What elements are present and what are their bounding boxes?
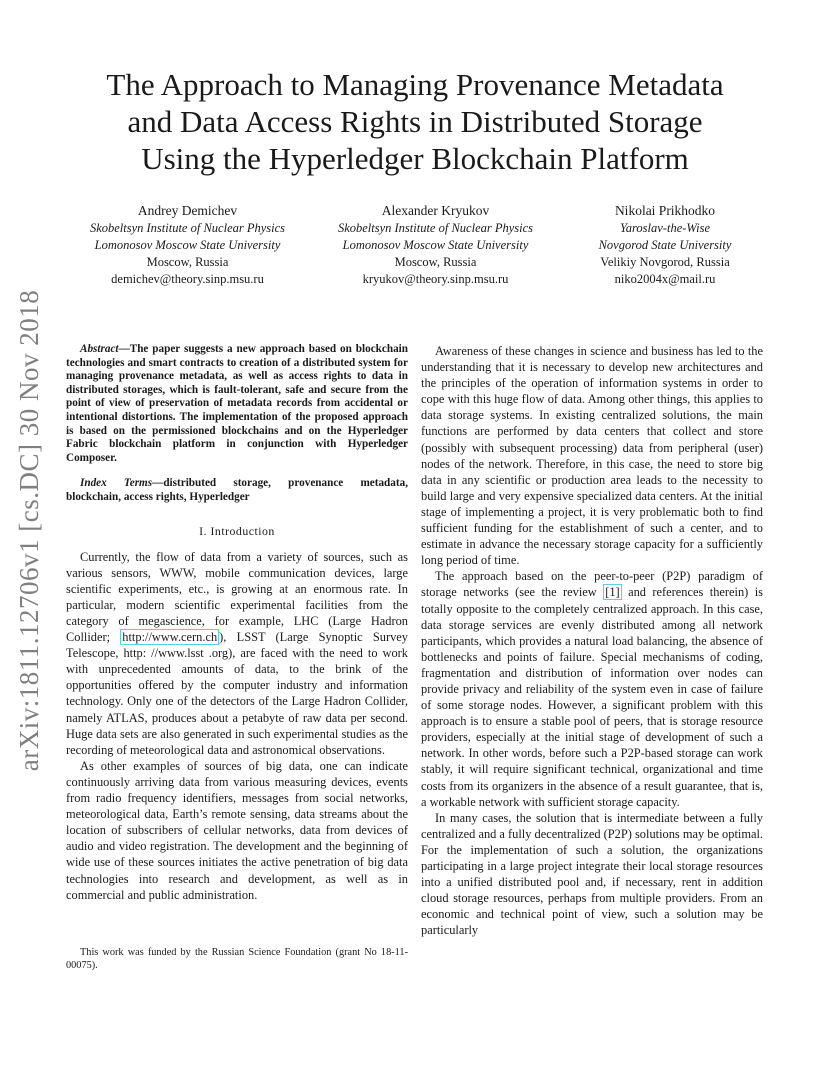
author-affiliation-2: Lomonosov Moscow State University — [94, 238, 281, 252]
paragraph-text: ), LSST (Large Synoptic Survey Telescope, http: //www.lsst .org), are faced with the need to work with unprecedented amounts of data, to the brink of the opportunities offered by the computer industry and information technology. Only one of the detectors of the Large Hadron Collider, namely ATLAS, produces about a petabyte of raw data per second. Huge data sets are also generated in such experimental studies as the recording of meteorological data and astronomical observations. — [66, 630, 408, 757]
author-name: Andrey Demichev — [137, 203, 238, 218]
author-name: Alexander Kryukov — [381, 203, 490, 218]
paper-title — [60, 66, 770, 177]
title-line-3: Using the Hyperledger Blockchain Platform — [141, 141, 689, 176]
author-email: demichev@theory.sinp.msu.ru — [111, 272, 264, 286]
author-affiliation-2: Novgorod State University — [598, 238, 732, 252]
citation-1-link[interactable]: [1] — [605, 585, 620, 600]
title-line-1: The Approach to Managing Provenance Metadata — [106, 67, 724, 102]
author-affiliation-1: Skobeltsyn Institute of Nuclear Physics — [337, 221, 534, 235]
paragraph-text: Currently, the flow of data from a variety of sources, such as various sensors, WWW, mobile communication devices, large scientific experiments, etc., is growing at an enormous rate. In particular, modern scientific experimental facilities from the category of megascience, for example, LHC (Large Hadron Collider; — [66, 549, 408, 645]
section-heading-introduction: I. Introduction — [199, 523, 275, 538]
paragraph-text: and references therein) is totally opposite to the completely centralized approach. In this case, data storage services are evenly distributed among all network participants, which provides a natural load balancing, the absence of bottlenecks and points of failure. Special mechanisms of coding, fragmentation and distribution of information over nodes can provide privacy and reliability of the system even in case of failure of some storage nodes. However, a significant problem with this approach is to ensure a stable pool of peers, that is storage resource providers, especially at the initial stage of development of such a network. In other words, before such a P2P-based storage can work stably, it will require significant technical, organizational and time costs from its organizers in the absence of a result guarantee, that is, a workable network with sufficient storage capacity. — [421, 585, 763, 809]
author-affiliation-1: Skobeltsyn Institute of Nuclear Physics — [89, 221, 286, 235]
intro-paragraph-2: As other examples of sources of big data, one can indicate continuously arriving data from various measuring devices, events from radio frequency identifiers, messages from social networks, meteorological data, Earth’s remote sensing, data streams about the location of subscribers of cellular networks, data from devices of audio and video registration. The development and the beginning of wide use of these sources initiates the active penetration of big data technologies into research and development, as well as in commercial and public administration. — [66, 758, 408, 902]
author-email: kryukov@theory.sinp.msu.ru — [362, 272, 509, 286]
author-location: Moscow, Russia — [394, 255, 477, 269]
author-1 — [70, 202, 305, 288]
author-2 — [318, 202, 553, 288]
author-affiliation-2: Lomonosov Moscow State University — [342, 238, 529, 252]
right-paragraph-1: Awareness of these changes in science and business has led to the understanding that it is necessary to develop new architectures and the principles of the operation of information systems in order to cope with this huge flow of data. Among other things, this applies to data storage systems. In existing centralized solutions, the main functions are performed by data centers that collect and store (possibly with subsequent processing) data from peripheral (user) nodes of the network. Therefore, in this case, the need to store big data in any scientific or production area leads to the necessity to build large and very expensive specialized data centers. At the initial stage of implementing a project, it is very problematic both to find sufficient funding for the establishment of such a center, and to estimate in advance the necessary storage capacity for a sufficiently long period of time. — [421, 344, 763, 568]
abstract-text: —The paper suggests a new approach based on blockchain technologies and smart contracts to creation of a distributed system for managing provenance metadata, as well as access rights to data in distributed storages, which is fault-tolerant, safe and secure from the point of view of preservation of metadata records from accidental or intentional distortions. The implementation of the proposed approach is based on the permissioned blockchains and on the Hyperledger Fabric blockchain platform in conjunction with Hyperledger Composer. — [66, 343, 408, 464]
right-column — [421, 343, 763, 938]
arxiv-identifier-text: arXiv:1811.12706v1 [cs.DC] 30 Nov 2018 — [14, 289, 45, 771]
abstract — [66, 343, 408, 465]
author-3 — [560, 202, 770, 288]
cern-link[interactable]: http://www.cern.ch — [122, 630, 218, 645]
abstract-lead: Abstract — [80, 343, 119, 355]
paragraph-text: The approach based on the peer-to-peer (P2P) paradigm of storage networks (see the review — [421, 569, 763, 600]
author-affiliation-1: Yaroslav-the-Wise — [619, 221, 711, 235]
right-paragraph-3: In many cases, the solution that is intermediate between a fully centralized and a fully decentralized (P2P) solutions may be optimal. For the implementation of such a solution, the organizations participating in a large project integrate their local storage resources into a unified distributed pool and, if necessary, rent in addition cloud storage resources, perhaps from multiple providers. From an economic and technical point of view, such a solution may be particularly — [421, 810, 764, 938]
index-terms-text: —distributed storage, provenance metadata, blockchain, access rights, Hyperledger — [66, 477, 408, 503]
funding-footnote: This work was funded by the Russian Science Foundation (grant No 18-11-00075). — [66, 947, 408, 971]
right-paragraph-2 — [421, 568, 763, 809]
index-terms — [66, 477, 408, 504]
author-name: Nikolai Prikhodko — [614, 203, 716, 218]
author-email: niko2004x@mail.ru — [614, 272, 716, 286]
title-line-2: and Data Access Rights in Distributed Storage — [127, 104, 703, 139]
author-location: Moscow, Russia — [146, 255, 229, 269]
author-location: Velikiy Novgorod, Russia — [600, 255, 730, 269]
left-column — [66, 343, 408, 903]
arxiv-identifier-stamp — [10, 280, 50, 780]
intro-paragraph-1 — [66, 549, 408, 758]
index-terms-lead: Index Terms — [80, 477, 153, 490]
